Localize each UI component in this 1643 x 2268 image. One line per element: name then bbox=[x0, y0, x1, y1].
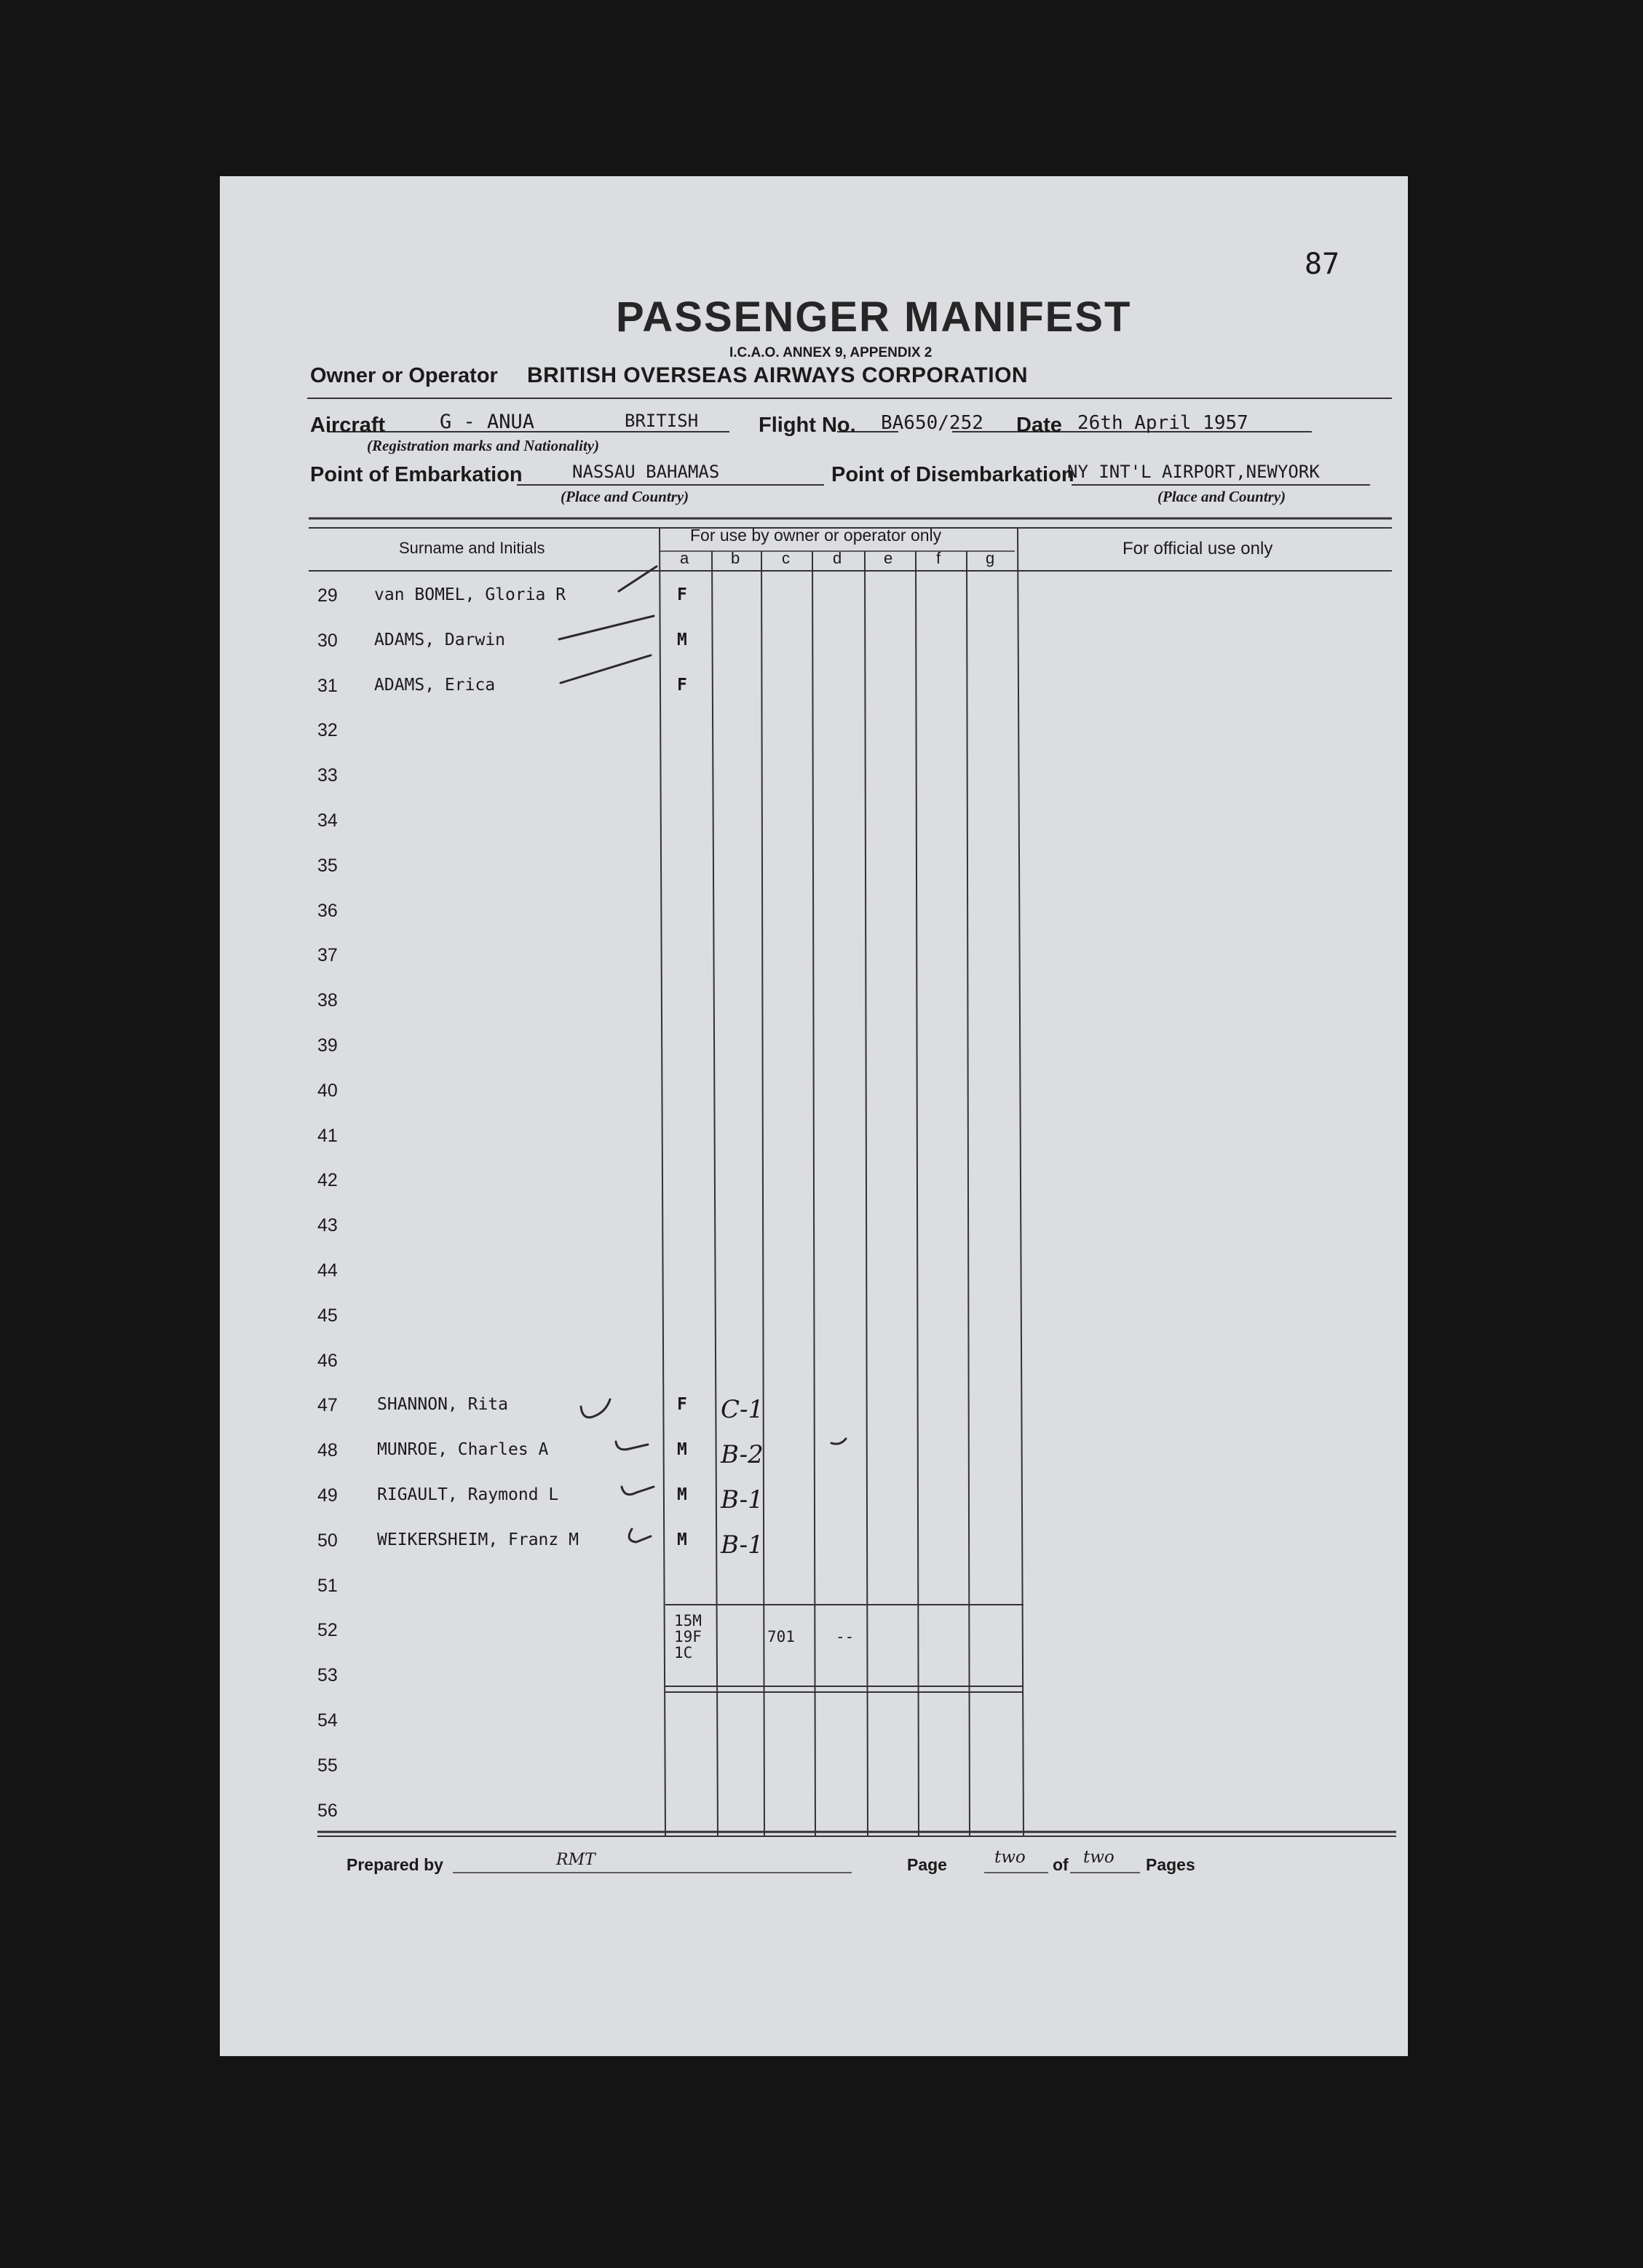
header-official: For official use only bbox=[1123, 539, 1273, 558]
row-number: 37 bbox=[317, 945, 338, 966]
aircraft-note: (Registration marks and Nationality) bbox=[367, 437, 600, 454]
passenger-name: MUNROE, Charles A bbox=[377, 1440, 549, 1460]
embarkation-label: Point of Embarkation bbox=[310, 463, 523, 486]
row-number: 36 bbox=[317, 900, 338, 921]
date-label: Date bbox=[1016, 414, 1062, 437]
col-e-header: e bbox=[884, 549, 893, 567]
pen-strokes bbox=[559, 566, 846, 1542]
pages-label: Pages bbox=[1146, 1855, 1195, 1874]
row-number: 32 bbox=[317, 720, 338, 741]
header-owner-use: For use by owner or operator only bbox=[690, 526, 942, 545]
row-number: 54 bbox=[317, 1710, 338, 1731]
passenger-class: B-1 bbox=[721, 1485, 764, 1514]
row-number: 44 bbox=[317, 1260, 338, 1281]
embarkation-value: NASSAU BAHAMAS bbox=[572, 462, 720, 482]
disembarkation-value: NY INT'L AIRPORT,NEWYORK bbox=[1067, 462, 1320, 482]
passenger-name: van BOMEL, Gloria R bbox=[374, 585, 566, 604]
totals-female: 19F bbox=[674, 1628, 702, 1645]
row-number: 43 bbox=[317, 1215, 338, 1236]
row-number: 53 bbox=[317, 1665, 338, 1686]
col-a-header: a bbox=[680, 549, 689, 567]
flight-number: BA650/252 bbox=[881, 412, 983, 434]
row-number: 48 bbox=[317, 1440, 338, 1461]
aircraft-registration: G - ANUA bbox=[440, 411, 535, 433]
owner-value: BRITISH OVERSEAS AIRWAYS CORPORATION bbox=[527, 363, 1029, 387]
row-number: 50 bbox=[317, 1530, 338, 1551]
prepared-label: Prepared by bbox=[347, 1855, 443, 1874]
passenger-sex: M bbox=[677, 1530, 687, 1549]
passenger-sex: F bbox=[677, 675, 687, 695]
page-number: 87 bbox=[1304, 248, 1340, 281]
page-total: two bbox=[1083, 1848, 1115, 1867]
passenger-name: SHANNON, Rita bbox=[377, 1395, 509, 1415]
embarkation-note: (Place and Country) bbox=[561, 488, 689, 505]
col-f-header: f bbox=[936, 549, 941, 567]
of-label: of bbox=[1053, 1855, 1069, 1874]
totals-c: 701 bbox=[767, 1628, 795, 1645]
col-g-header: g bbox=[986, 549, 995, 567]
row-number: 40 bbox=[317, 1080, 338, 1101]
header-name: Surname and Initials bbox=[399, 539, 545, 557]
row-number: 31 bbox=[317, 675, 338, 696]
aircraft-nationality: BRITISH bbox=[625, 411, 699, 431]
totals-male: 15M bbox=[674, 1612, 702, 1629]
aircraft-label: Aircraft bbox=[310, 414, 386, 437]
disembarkation-note: (Place and Country) bbox=[1157, 488, 1286, 505]
manifest-subtitle: I.C.A.O. ANNEX 9, APPENDIX 2 bbox=[729, 345, 933, 360]
row-number: 38 bbox=[317, 990, 338, 1011]
prepared-value: RMT bbox=[556, 1851, 595, 1869]
totals-d: -- bbox=[836, 1628, 855, 1645]
passenger-class: C-1 bbox=[721, 1395, 764, 1425]
passenger-sex: M bbox=[677, 1485, 687, 1504]
passenger-name: RIGAULT, Raymond L bbox=[377, 1485, 559, 1504]
row-number: 41 bbox=[317, 1125, 338, 1146]
col-c-header: c bbox=[782, 549, 790, 567]
passenger-name: WEIKERSHEIM, Franz M bbox=[377, 1530, 579, 1549]
owner-label: Owner or Operator bbox=[310, 364, 498, 387]
row-number: 47 bbox=[317, 1395, 338, 1416]
totals-child: 1C bbox=[674, 1644, 693, 1662]
passenger-sex: M bbox=[677, 630, 687, 649]
row-number: 49 bbox=[317, 1485, 338, 1506]
passenger-sex: M bbox=[677, 1440, 687, 1460]
row-number: 46 bbox=[317, 1350, 338, 1371]
row-number: 29 bbox=[317, 585, 338, 606]
row-number: 39 bbox=[317, 1035, 338, 1056]
row-number: 30 bbox=[317, 630, 338, 651]
flight-label: Flight No. bbox=[759, 414, 856, 437]
passenger-sex: F bbox=[677, 1395, 687, 1415]
row-number: 52 bbox=[317, 1620, 338, 1641]
row-number: 33 bbox=[317, 765, 338, 786]
row-number: 42 bbox=[317, 1170, 338, 1191]
disembarkation-label: Point of Disembarkation bbox=[831, 463, 1074, 486]
row-number: 55 bbox=[317, 1755, 338, 1776]
form-grid bbox=[220, 176, 1408, 2056]
passenger-class: B-2 bbox=[721, 1440, 764, 1470]
manifest-page bbox=[220, 176, 1408, 2056]
row-number: 35 bbox=[317, 855, 338, 876]
passenger-name: ADAMS, Erica bbox=[374, 675, 496, 695]
passenger-class: B-1 bbox=[721, 1530, 764, 1560]
row-number: 34 bbox=[317, 810, 338, 831]
col-b-header: b bbox=[731, 549, 740, 567]
row-number: 45 bbox=[317, 1305, 338, 1326]
row-number: 51 bbox=[317, 1575, 338, 1596]
row-number: 56 bbox=[317, 1800, 338, 1821]
page-current: two bbox=[994, 1848, 1026, 1867]
manifest-title: PASSENGER MANIFEST bbox=[616, 293, 1132, 341]
passenger-sex: F bbox=[677, 585, 687, 604]
passenger-name: ADAMS, Darwin bbox=[374, 630, 506, 649]
page-label: Page bbox=[907, 1855, 947, 1874]
date-value: 26th April 1957 bbox=[1077, 412, 1248, 434]
col-d-header: d bbox=[833, 549, 842, 567]
